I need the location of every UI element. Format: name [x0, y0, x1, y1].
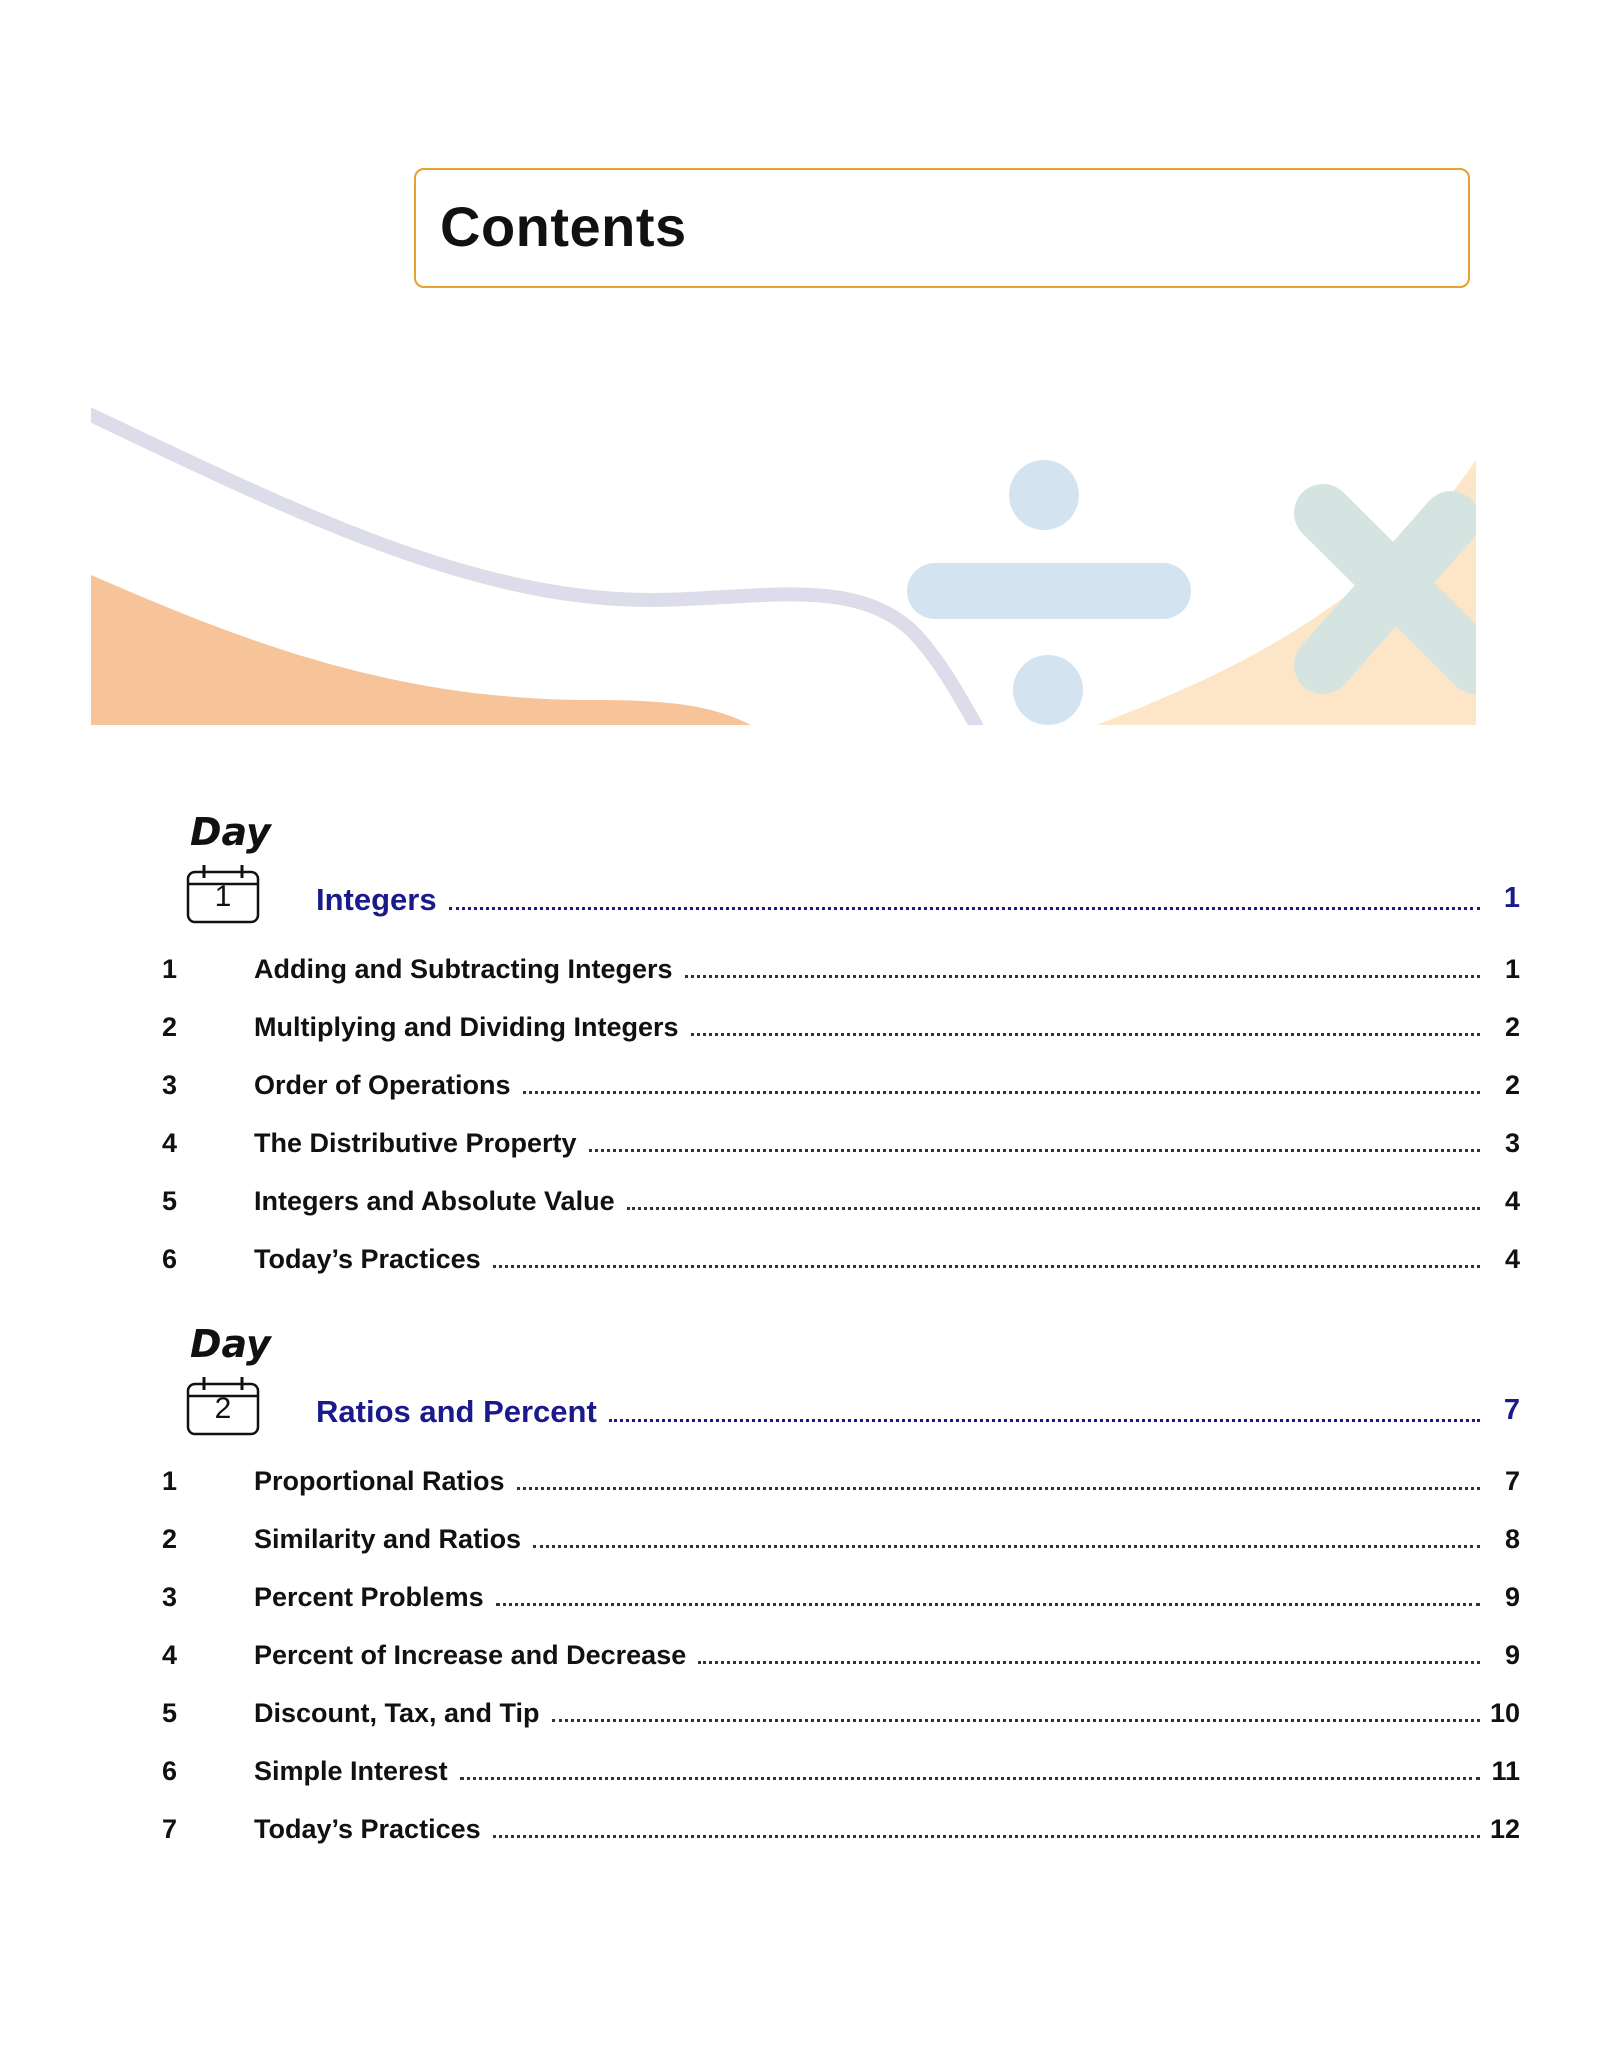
- toc-row[interactable]: [0, 1756, 1600, 1796]
- section-title: [254, 1698, 1480, 1729]
- section-page-number: 10: [1489, 1698, 1520, 1728]
- section-title-text: Adding and Subtracting Integers: [254, 954, 673, 984]
- section-page-number: 9: [1504, 1640, 1520, 1670]
- section-number: 5: [162, 1698, 178, 1728]
- section-title-text: Percent Problems: [254, 1582, 484, 1612]
- section-title-text: Integers and Absolute Value: [254, 1186, 615, 1216]
- chapter-row[interactable]: [0, 1394, 1600, 1434]
- dot-leader: [496, 1603, 1480, 1606]
- chapter-page-number: 7: [1503, 1394, 1520, 1426]
- section-number: 5: [162, 1186, 178, 1216]
- section-title-text: Simple Interest: [254, 1756, 448, 1786]
- section-title-text: Percent of Increase and Decrease: [254, 1640, 687, 1670]
- day-number: 1: [214, 880, 232, 913]
- day-label: Day: [190, 810, 271, 854]
- toc-row[interactable]: [0, 1582, 1600, 1622]
- section-number: 1: [162, 1466, 178, 1496]
- chapter-title-text: Integers: [316, 882, 437, 917]
- dot-leader: [517, 1487, 1480, 1490]
- decorative-math-banner: [91, 400, 1476, 725]
- toc-row[interactable]: [0, 1070, 1600, 1110]
- day-label: Day: [190, 1322, 271, 1366]
- dot-leader: [493, 1265, 1480, 1268]
- dot-leader: [533, 1545, 1480, 1548]
- dot-leader: [698, 1661, 1480, 1664]
- contents-title-box: [414, 168, 1470, 288]
- section-number: 4: [162, 1640, 178, 1670]
- chapter-title-text: Ratios and Percent: [316, 1394, 597, 1429]
- section-title: [254, 1524, 1480, 1555]
- section-number: 2: [162, 1524, 178, 1554]
- section-page-number: 11: [1491, 1756, 1520, 1786]
- dot-leader: [627, 1207, 1480, 1210]
- section-title: [254, 1640, 1480, 1671]
- dot-leader: [552, 1719, 1480, 1722]
- chapter-page-number: 1: [1503, 882, 1520, 914]
- section-title: [254, 1012, 1480, 1043]
- section-title-text: The Distributive Property: [254, 1128, 577, 1158]
- section-number: 6: [162, 1756, 178, 1786]
- chapter-title: [316, 1394, 1480, 1430]
- chapter-row[interactable]: [0, 882, 1600, 922]
- section-title-text: Similarity and Ratios: [254, 1524, 522, 1554]
- section-number: 3: [162, 1070, 178, 1100]
- toc-row[interactable]: [0, 1012, 1600, 1052]
- section-number: 1: [162, 954, 178, 984]
- section-title: [254, 1814, 1480, 1845]
- section-page-number: 12: [1489, 1814, 1520, 1844]
- section-number: 4: [162, 1128, 178, 1158]
- section-page-number: 2: [1504, 1070, 1520, 1100]
- toc-row[interactable]: [0, 1128, 1600, 1168]
- section-page-number: 9: [1504, 1582, 1520, 1612]
- section-title: [254, 1244, 1480, 1275]
- dot-leader: [589, 1149, 1480, 1152]
- section-title: [254, 1128, 1480, 1159]
- dot-leader: [609, 1419, 1480, 1422]
- section-page-number: 7: [1504, 1466, 1520, 1496]
- section-page-number: 2: [1504, 1012, 1520, 1042]
- dot-leader: [493, 1835, 1480, 1838]
- section-page-number: 4: [1504, 1186, 1520, 1216]
- toc-row[interactable]: [0, 1524, 1600, 1564]
- section-number: 7: [162, 1814, 178, 1844]
- section-number: 6: [162, 1244, 178, 1274]
- section-title: [254, 1466, 1480, 1497]
- section-page-number: 1: [1504, 954, 1520, 984]
- section-page-number: 8: [1504, 1524, 1520, 1554]
- toc-row[interactable]: [0, 1466, 1600, 1506]
- section-title-text: Multiplying and Dividing Integers: [254, 1012, 679, 1042]
- toc-row[interactable]: [0, 1244, 1600, 1284]
- dot-leader: [449, 907, 1480, 910]
- section-title: [254, 954, 1480, 985]
- section-title: [254, 1186, 1480, 1217]
- toc-row[interactable]: [0, 1814, 1600, 1854]
- toc-row[interactable]: [0, 1698, 1600, 1738]
- section-title: [254, 1582, 1480, 1613]
- dot-leader: [685, 975, 1480, 978]
- section-number: 3: [162, 1582, 178, 1612]
- chapter-title: [316, 882, 1480, 918]
- section-title-text: Today’s Practices: [254, 1814, 481, 1844]
- section-title-text: Today’s Practices: [254, 1244, 481, 1274]
- section-page-number: 4: [1504, 1244, 1520, 1274]
- section-title-text: Discount, Tax, and Tip: [254, 1698, 540, 1728]
- dot-leader: [523, 1091, 1480, 1094]
- section-number: 2: [162, 1012, 178, 1042]
- toc-row[interactable]: [0, 954, 1600, 994]
- toc-row[interactable]: [0, 1640, 1600, 1680]
- toc-row[interactable]: [0, 1186, 1600, 1226]
- section-title-text: Order of Operations: [254, 1070, 511, 1100]
- section-title: [254, 1070, 1480, 1101]
- day-number: 2: [214, 1392, 232, 1425]
- section-page-number: 3: [1504, 1128, 1520, 1158]
- dot-leader: [460, 1777, 1480, 1780]
- page-title: Contents: [440, 195, 687, 258]
- dot-leader: [691, 1033, 1480, 1036]
- section-title: [254, 1756, 1480, 1787]
- section-title-text: Proportional Ratios: [254, 1466, 505, 1496]
